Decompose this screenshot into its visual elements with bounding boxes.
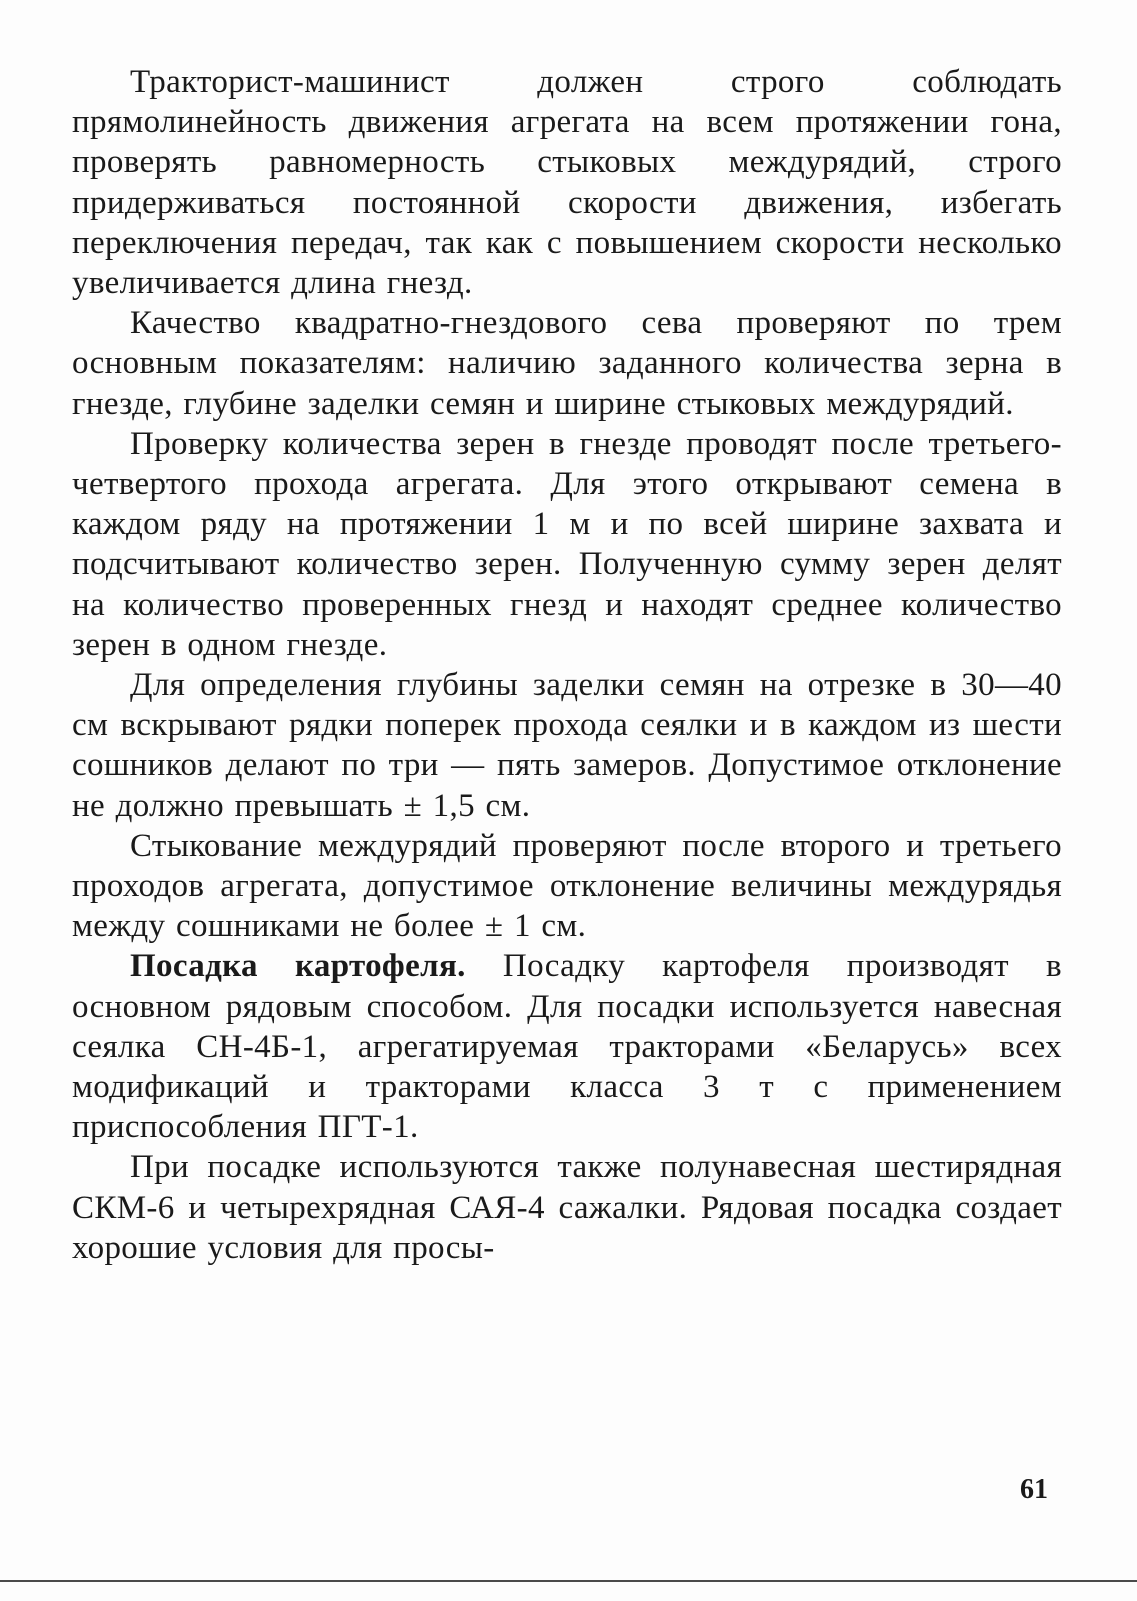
page-number: 61 xyxy=(1020,1474,1048,1505)
bottom-divider xyxy=(0,1580,1137,1582)
paragraph-2-text: Качество квадратно-гнездового сева проверяют по трем основным показателям: наличию заданного количества зерна в гнезде, глубине заделки семян и ширине стыковых междурядий. xyxy=(72,305,1062,422)
section-heading: Посадка картофеля. xyxy=(130,948,466,985)
paragraph-4 xyxy=(72,665,1062,826)
paragraph-4-text: Для определения глубины заделки семян на отрезке в 30—40 см вскрывают рядки поперек прохода сеялки и в каждом из шести сошников делают по три — пять замеров. Допустимое отклонение не должно превышать ± 1,5 см. xyxy=(72,667,1062,824)
paragraph-3 xyxy=(72,424,1062,665)
paragraph-2 xyxy=(72,303,1062,424)
paragraph-6 xyxy=(72,946,1062,1147)
paragraph-6-text: Посадку картофеля производят в основном рядовым способом. Для посадки используется навесная сеялка СН-4Б-1, агрегатируемая тракторами «Беларусь» всех модификаций и тракторами класса 3 т с применением приспособления ПГТ-1. xyxy=(72,948,1062,1146)
paragraph-5 xyxy=(72,826,1062,947)
paragraph-5-text: Стыкование междурядий проверяют после второго и третьего проходов агрегата, допустимое отклонение величины междурядья между сошниками не более ± 1 см. xyxy=(72,827,1062,945)
paragraph-3-text: Проверку количества зерен в гнезде проводят после третьего-четвертого прохода агрегата. Для этого открывают семена в каждом ряду на протяжении 1 м и по всей ширине захвата и подсчитывают количество зерен. Полученную сумму зерен делят на количество проверенных гнезд и находят среднее количество зерен в одном гнезде. xyxy=(72,425,1062,663)
body-text xyxy=(72,62,1062,1268)
paragraph-7-text: При посадке используются также полунавесная шестирядная СКМ-6 и четырехрядная САЯ-4 сажалки. Рядовая посадка создает хорошие условия для просы- xyxy=(72,1149,1062,1266)
paragraph-7 xyxy=(72,1147,1062,1268)
paragraph-1-text: Тракторист-машинист должен строго соблюдать прямолинейность движения агрегата на всем протяжении гона, проверять равномерность стыковых междурядий, строго придерживаться постоянной скорости движения, избегать переключения передач, так как с повышением скорости несколько увеличивается длина гнезд. xyxy=(72,64,1062,302)
paragraph-1 xyxy=(72,62,1062,303)
